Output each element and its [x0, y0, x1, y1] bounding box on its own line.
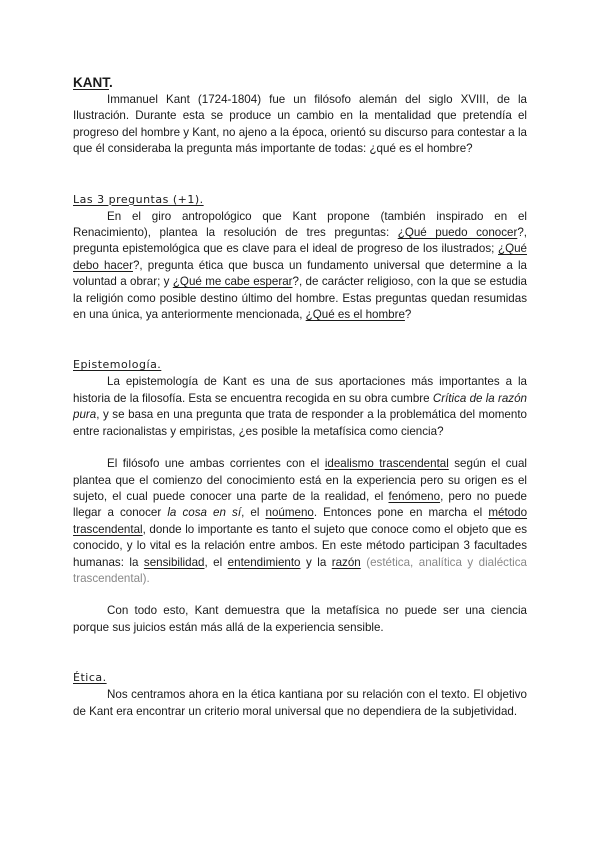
- text-run: El filósofo une ambas corrientes con el: [107, 457, 325, 471]
- text-run: según el cual plantea que el comienzo del conocimiento está en la experiencia pero su origen es el sujeto, el cual puede conocer una parte de la realidad, el: [73, 457, 527, 503]
- text-run: ?, pregunta epistemológica que es clave para el ideal de progreso de los ilustrados;: [73, 226, 527, 256]
- spacer: [73, 636, 527, 669]
- term-sensibilidad: sensibilidad: [143, 555, 205, 569]
- question-hombre: ¿Qué es el hombre: [305, 308, 405, 322]
- term-razon: razón: [331, 555, 361, 569]
- text-run: , pero no puede llegar a conocer: [73, 489, 527, 520]
- etica-paragraph: Nos centramos ahora en la ética kantiana por su relación con el texto. El objetivo de Kant era encontrar un criterio moral universal que no dependiera de la subjetividad.: [73, 688, 527, 718]
- document-body: [73, 74, 527, 720]
- section-heading-epistemologia: Epistemología.: [73, 358, 162, 372]
- question-conocer: ¿Qué puedo conocer: [397, 226, 518, 240]
- title-period: .: [109, 75, 113, 90]
- epistemologia-paragraph-1: [73, 374, 527, 440]
- term-fenomeno: fenómeno: [388, 489, 441, 503]
- book-title: Crítica de la razón pura: [73, 391, 527, 422]
- document-title: [73, 74, 527, 92]
- spacer: [73, 323, 527, 356]
- section-heading-preguntas: Las 3 preguntas (+1).: [73, 192, 204, 206]
- question-esperar: ¿Qué me cabe esperar: [172, 275, 293, 289]
- intro-paragraph: Immanuel Kant (1724-1804) fue un filósofo alemán del siglo XVIII, de la Ilustración. Durante esta se produce un cambio en la mentalidad que pretendía el progreso del hombre y Kant, no ajeno a la época, orientó su discurso para contestar a la que él consideraba la pregunta más importante de todas: ¿qué es el hombre?: [73, 93, 527, 156]
- text-run: ?, de carácter religioso, con la que se estudia la religión como posible destino último del hombre. Estas preguntas quedan resumidas en una única, ya anteriormente mencionada,: [73, 275, 528, 322]
- epistemologia-paragraph-3: Con todo esto, Kant demuestra que la metafísica no puede ser una ciencia porque sus juicios están más allá de la experiencia sensible.: [73, 604, 527, 634]
- term-metodo: método trascendental: [73, 506, 528, 536]
- section-heading-etica: Ética.: [73, 671, 107, 685]
- term-idealismo: idealismo trascendental: [324, 457, 449, 471]
- text-run: , el: [241, 506, 266, 520]
- faculties-note: (estética, analítica y dialéctica trascendental).: [73, 555, 527, 585]
- spacer: [73, 158, 527, 191]
- text-run: ?: [404, 308, 412, 322]
- text-run: , donde lo importante es tanto el sujeto que conoce como el objeto que es conocido, y lo vital es la relación entre ambos. En este método participan 3 facultades humanas: la: [73, 522, 527, 569]
- term-entendimiento: entendimiento: [227, 555, 301, 569]
- text-run: y la: [300, 555, 332, 569]
- question-hacer: ¿Qué debo hacer: [73, 242, 527, 272]
- spacer: [73, 440, 527, 456]
- spacer: [73, 587, 527, 603]
- title-text: KANT: [73, 75, 109, 90]
- epistemologia-paragraph-2: [73, 456, 527, 587]
- term-noumeno: noúmeno: [265, 506, 314, 520]
- text-run: , el: [204, 555, 228, 569]
- preguntas-paragraph: [73, 209, 527, 324]
- text-run: ?, pregunta ética que busca un fundamento universal que determine a la voluntad a obrar; y: [73, 258, 527, 289]
- term-cosa-en-si: la cosa en sí: [167, 506, 242, 520]
- text-run: , y se basa en una pregunta que trata de responder a la problemática del momento entre racionalistas y empiristas, ¿es posible la metafísica como ciencia?: [73, 408, 527, 438]
- text-run: En el giro antropológico que Kant propone (también inspirado en el Renacimiento), plantea la resolución de tres preguntas:: [73, 209, 527, 240]
- text-run: La epistemología de Kant es una de sus aportaciones más importantes a la historia de la filosofía. Esta se encuentra recogida en su obra cumbre: [73, 375, 527, 405]
- text-run: . Entonces pone en marcha el: [313, 506, 489, 520]
